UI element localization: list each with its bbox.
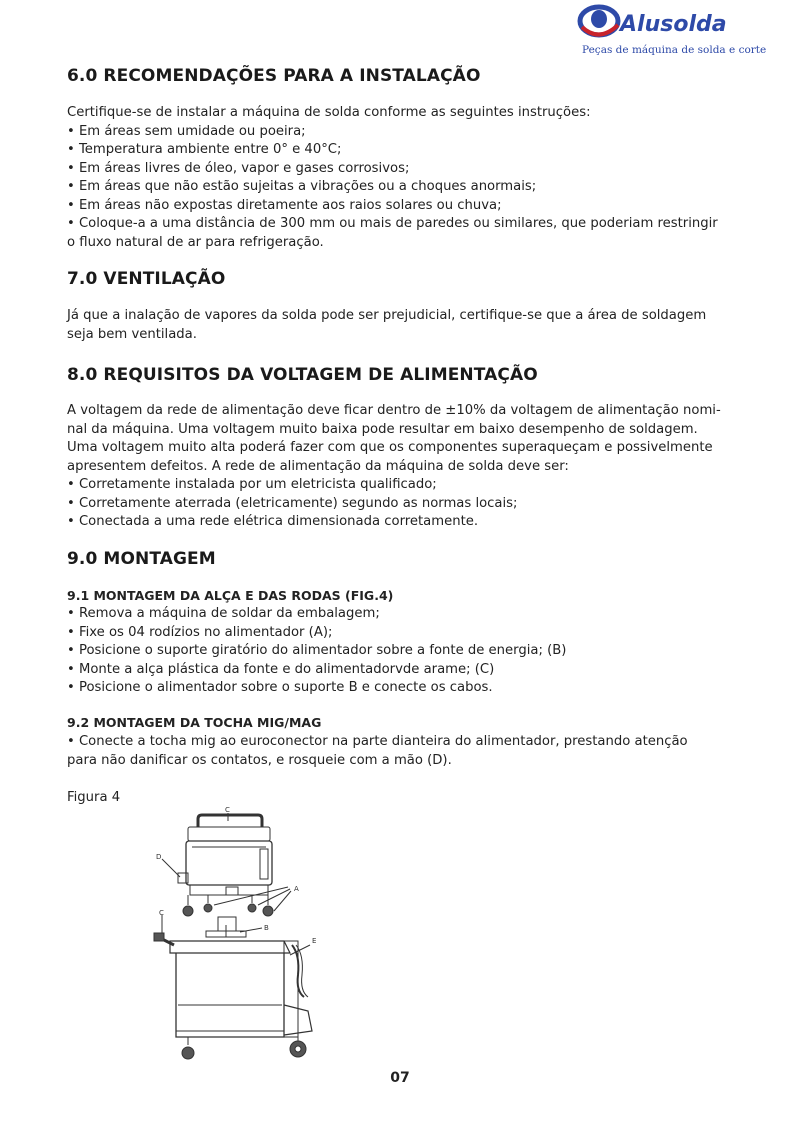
subsection-9-1-body — [67, 605, 737, 698]
text-line: • Corretamente instalada por um eletricista qualificado; — [67, 477, 437, 492]
text-line: • Remova a máquina de soldar da embalagem; — [67, 606, 380, 621]
text-line: para não danificar os contatos, e rosqueie com a mão (D). — [67, 752, 452, 768]
swivel-support — [206, 917, 246, 937]
figure-label-a: A — [294, 885, 299, 893]
text-line: nal da máquina. Uma voltagem muito baixa pode resultar em baixo desempenho de soldagem. — [67, 421, 698, 437]
section-7-body — [67, 307, 737, 344]
figure-label-e: E — [312, 937, 317, 945]
text-line: • Posicione o suporte giratório do alimentador sobre a fonte de energia; (B) — [67, 643, 567, 658]
text-line: • Em áreas sem umidade ou poeira; — [67, 123, 306, 139]
subsection-9-2-body — [67, 733, 737, 770]
wire-feeder — [178, 815, 272, 895]
text-line: seja bem ventilada. — [67, 326, 197, 342]
text-line: • Conectada a uma rede elétrica dimensionada corretamente. — [67, 514, 479, 529]
figure-4-drawing — [140, 805, 350, 1065]
text-line: apresentem defeitos. A rede de alimentação da máquina de solda deve ser: — [67, 458, 569, 474]
section-6-body — [67, 104, 737, 252]
text-line: • Coloque-a a uma distância de 300 mm ou mais de paredes ou similares, que poderiam restringir — [67, 216, 718, 231]
text-line: Já que a inalação de vapores da solda pode ser prejudicial, certifique-se que a área de soldagem — [67, 308, 707, 323]
logo-brand: Alusolda — [620, 12, 727, 37]
text-line: • Temperatura ambiente entre 0° e 40°C; — [67, 142, 342, 157]
subsection-9-1-title: 9.1 MONTAGEM DA ALÇA E DAS RODAS (FIG.4) — [67, 588, 394, 603]
section-6-title: 6.0 RECOMENDAÇÕES PARA A INSTALAÇÃO — [67, 66, 481, 86]
section-9-title: 9.0 MONTAGEM — [67, 549, 216, 569]
figure-label-c-top: C — [225, 806, 230, 814]
figure-caption: Figura 4 — [67, 790, 121, 805]
logo-tagline: Peças de máquina de solda e corte — [582, 44, 767, 56]
text-line: Certifique-se de instalar a máquina de solda conforme as seguintes instruções: — [67, 105, 591, 120]
text-line: • Em áreas que não estão sujeitas a vibrações ou a choques anormais; — [67, 179, 537, 194]
text-line: • Monte a alça plástica da fonte e do alimentadorvde arame; (C) — [67, 661, 495, 677]
section-8-title: 8.0 REQUISITOS DA VOLTAGEM DE ALIMENTAÇÃO — [67, 365, 538, 385]
text-line: • Em áreas não expostas diretamente aos raios solares ou chuva; — [67, 197, 502, 213]
caster-wheels — [183, 895, 273, 916]
text-line: • Posicione o alimentador sobre o suporte B e conecte os cabos. — [67, 680, 493, 695]
text-line: • Conecte a tocha mig ao euroconector na parte dianteira do alimentador, prestando atenção — [67, 734, 688, 749]
section-8-body — [67, 402, 737, 532]
page-number: 07 — [390, 1070, 410, 1086]
section-7-title: 7.0 VENTILAÇÃO — [67, 269, 226, 289]
logo-swoosh-icon — [574, 3, 767, 59]
text-line: Uma voltagem muito alta poderá fazer com que os componentes superaqueçam e possivelmente — [67, 440, 713, 455]
subsection-9-2-title: 9.2 MONTAGEM DA TOCHA MIG/MAG — [67, 715, 322, 730]
alusolda-logo — [574, 3, 767, 59]
figure-label-d: D — [156, 853, 162, 861]
figure-label-b: B — [264, 924, 269, 932]
figure-label-c-left: C — [159, 909, 164, 917]
text-line: • Em áreas livres de óleo, vapor e gases corrosivos; — [67, 160, 410, 176]
bottom-wheels — [182, 1037, 306, 1059]
power-source — [154, 933, 312, 1037]
text-line: A voltagem da rede de alimentação deve ficar dentro de ±10% da voltagem de alimentação nomi- — [67, 403, 721, 418]
text-line: • Fixe os 04 rodízios no alimentador (A); — [67, 624, 333, 640]
text-line: • Corretamente aterrada (eletricamente) segundo as normas locais; — [67, 495, 518, 511]
text-line: o fluxo natural de ar para refrigeração. — [67, 234, 324, 250]
